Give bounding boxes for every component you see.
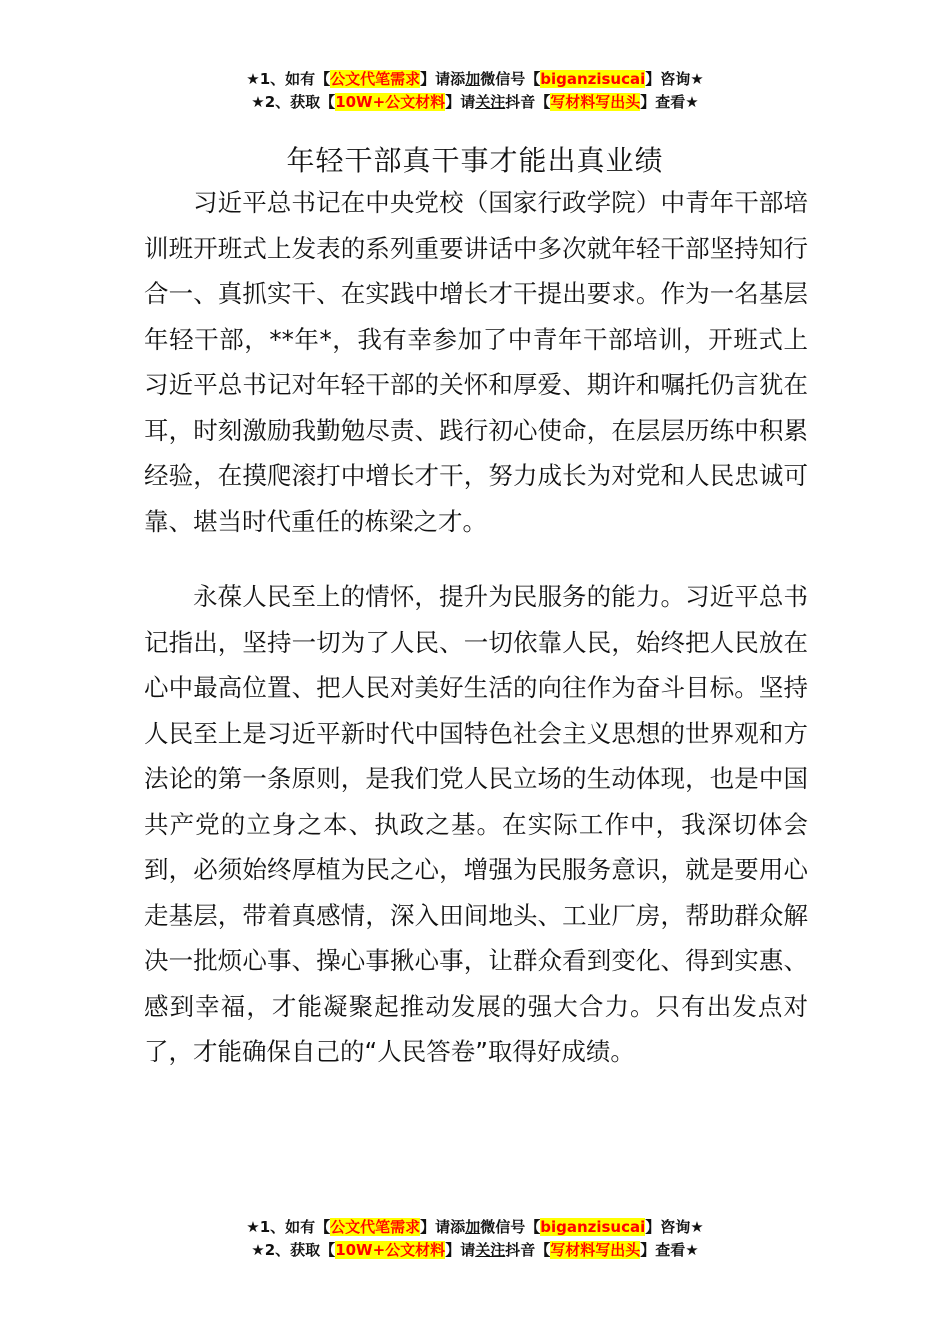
banner-highlight: 10W+公文材料	[335, 93, 446, 111]
banner-text: 】请添	[420, 70, 466, 88]
paragraph-2: 永葆人民至上的情怀，提升为民服务的能力。习近平总书记指出，坚持一切为了人民、一切依靠人民，始终把人民放在心中最高位置、把人民对美好生活的向往作为奋斗目标。坚持人民至上是习近平新时代中国特色社会主义思想的世界观和方法论的第一条原则，是我们党人民立场的生动体现，也是中国共产党的立身之本、执政之基。在实际工作中，我深切体会到，必须始终厚植为民之心，增强为民服务意识，就是要用心走基层，带着真感情，深入田间地头、工业厂房，帮助群众解决一批烦心事、操心事揪心事，让群众看到变化、得到实惠、感到幸福，才能凝聚起推动发展的强大合力。只有出发点对了，才能确保自己的“人民答卷”取得好成绩。	[144, 582, 808, 1066]
header-banner	[0, 68, 950, 114]
banner-emphasis: 关注	[475, 1241, 506, 1259]
banner-text: 】请	[445, 93, 476, 111]
banner-text: 抖音【	[505, 93, 551, 111]
banner-text: 】请添	[420, 1218, 466, 1236]
banner-emphasis: 关注	[475, 93, 506, 111]
banner-text: 】查看★	[640, 93, 699, 111]
banner-text: 微信号【	[480, 70, 541, 88]
banner-line-2	[0, 91, 950, 114]
document-title: 年轻干部真干事才能出真业绩	[286, 143, 664, 177]
banner-highlight: biganzisucai	[540, 70, 646, 88]
banner-text: 】请	[445, 1241, 476, 1259]
banner-text: 】查看★	[640, 1241, 699, 1259]
banner-text: ★2、获取【	[251, 93, 336, 111]
banner-highlight: 公文代笔需求	[330, 1218, 421, 1236]
footer-banner	[0, 1216, 950, 1262]
banner-highlight: biganzisucai	[540, 1218, 646, 1236]
banner-text: ★1、如有【	[246, 1218, 331, 1236]
banner-line-1	[0, 1216, 950, 1239]
banner-text: ★1、如有【	[246, 70, 331, 88]
banner-emphasis: 加	[465, 70, 481, 88]
banner-text: 】咨询★	[645, 1218, 704, 1236]
banner-highlight: 10W+公文材料	[335, 1241, 446, 1259]
banner-line-2	[0, 1239, 950, 1262]
banner-text: 微信号【	[480, 1218, 541, 1236]
banner-text: 】咨询★	[645, 70, 704, 88]
banner-highlight: 写材料写出头	[550, 93, 641, 111]
banner-highlight: 公文代笔需求	[330, 70, 421, 88]
banner-text: ★2、获取【	[251, 1241, 336, 1259]
banner-emphasis: 加	[465, 1218, 481, 1236]
banner-text: 抖音【	[505, 1241, 551, 1259]
banner-line-1	[0, 68, 950, 91]
paragraph-1: 习近平总书记在中央党校（国家行政学院）中青年干部培训班开班式上发表的系列重要讲话中多次就年轻干部坚持知行合一、真抓实干、在实践中增长才干提出要求。作为一名基层年轻干部，**年*，我有幸参加了中青年干部培训，开班式上习近平总书记对年轻干部的关怀和厚爱、期许和嘱托仍言犹在耳，时刻激励我勤勉尽责、践行初心使命，在层层历练中积累经验，在摸爬滚打中增长才干，努力成长为对党和人民忠诚可靠、堪当时代重任的栋梁之才。	[144, 188, 808, 536]
banner-highlight: 写材料写出头	[550, 1241, 641, 1259]
document-body	[144, 180, 808, 1075]
